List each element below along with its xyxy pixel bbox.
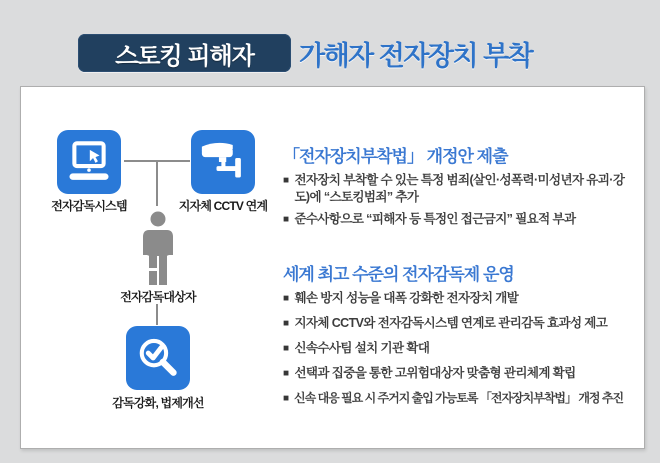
person-icon	[137, 211, 179, 292]
bullet-square-icon: ■	[283, 368, 289, 379]
bullet-text: 신속수사팀 설치 기관 확대	[294, 341, 430, 355]
bullet-item	[283, 172, 639, 206]
bullet-text: 훼손 방지 성능을 대폭 강화한 전자장치 개발	[294, 291, 519, 305]
bullet-item	[283, 390, 639, 407]
bullet-item	[283, 365, 639, 382]
bullet-item	[283, 340, 639, 357]
bullet-square-icon: ■	[283, 318, 289, 329]
bullet-text: 전자장치 부착할 수 있는 특정 범죄(살인·성폭력·미성년자 유괴·강도)에 “스토킹범죄” 추가	[294, 173, 625, 204]
node-label-supervision: 감독강화, 법제개선	[112, 396, 204, 410]
title-badge-label: 스토킹 피해자	[115, 42, 254, 70]
connector-stem-bottom	[156, 304, 158, 325]
node-label-cctv-link: 지자체 CCTV 연계	[178, 199, 268, 213]
node-label-monitoring-system: 전자감독시스템	[51, 199, 127, 213]
bullet-item	[283, 290, 639, 307]
bullet-text: 신속 대응 필요 시 주거지 출입 가능토록 「전자장치부착법」 개정 추진	[294, 391, 624, 405]
section-heading-law-amendment: 「전자장치부착법」 개정안 제출	[283, 147, 508, 166]
bullet-text: 선택과 집중을 통한 고위험대상자 맞춤형 관리체계 확립	[294, 366, 576, 380]
bullet-square-icon: ■	[283, 214, 289, 225]
bullet-item	[283, 211, 639, 228]
section-heading-monitoring-operation: 세계 최고 수준의 전자감독제 운영	[283, 265, 514, 284]
section-bullets-monitoring-operation	[283, 290, 639, 415]
magnifier-check-icon	[126, 326, 190, 390]
bullet-text: 지자체 CCTV와 전자감독시스템 연계로 관리감독 효과성 제고	[294, 316, 608, 330]
node-label-monitored-person: 전자감독대상자	[120, 290, 196, 304]
bullet-item	[283, 315, 639, 332]
bullet-square-icon: ■	[283, 293, 289, 304]
cctv-icon	[191, 130, 255, 194]
bullet-square-icon: ■	[283, 393, 289, 404]
section-bullets-law-amendment	[283, 172, 639, 233]
bullet-text: 준수사항으로 “피해자 등 특정인 접근금지” 필요적 부과	[294, 212, 576, 226]
laptop-icon	[57, 130, 121, 194]
page-title: 가해자 전자장치 부착	[299, 40, 533, 71]
bullet-square-icon: ■	[283, 343, 289, 354]
title-badge	[78, 34, 291, 72]
bullet-square-icon: ■	[283, 175, 289, 186]
